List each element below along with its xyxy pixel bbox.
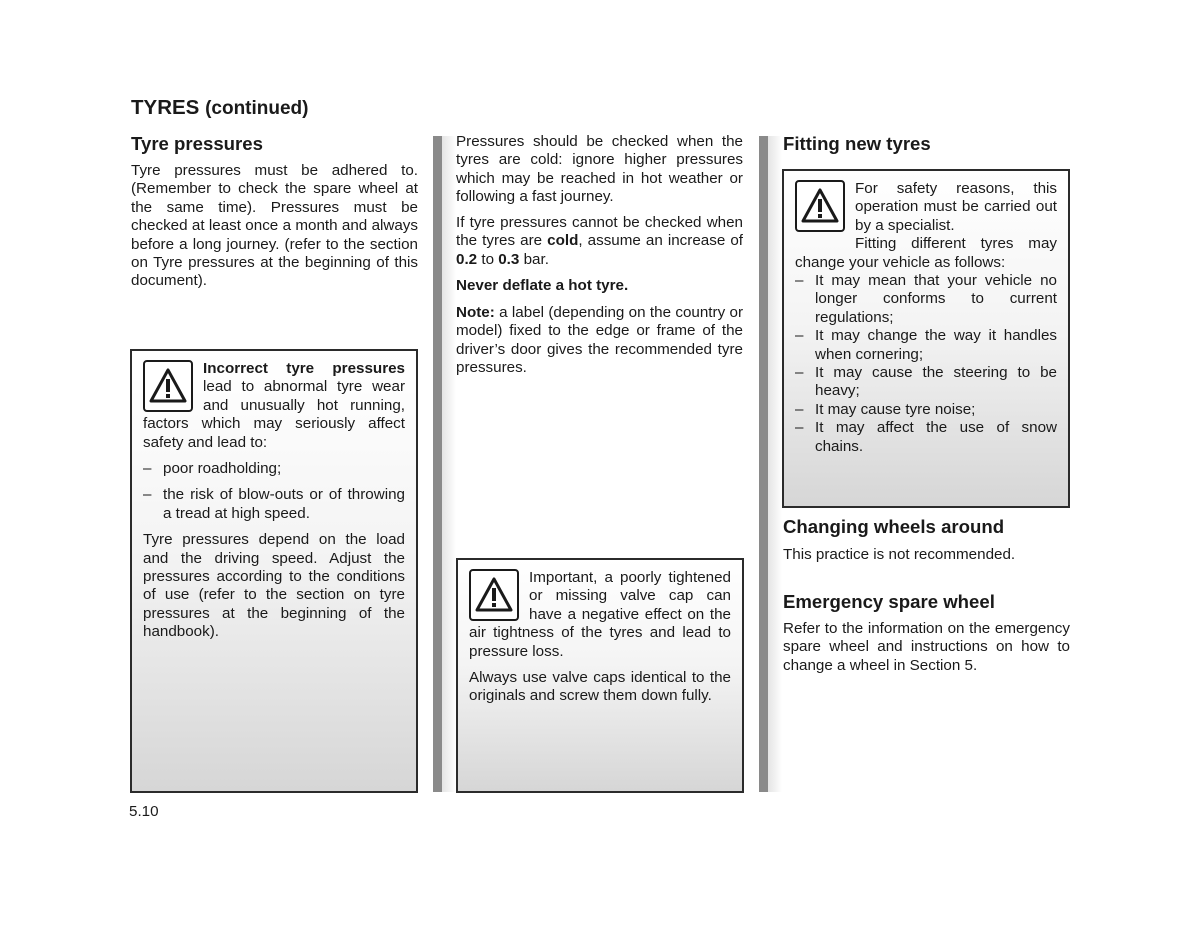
warning-footer-text: Always use valve caps identical to the originals and screw them down fully. <box>469 669 731 705</box>
warning-text: For safety reasons, this operation must be carried out by a specialist. <box>855 180 1057 234</box>
hot-tyre-warning-text: Never deflate a hot tyre. <box>456 277 629 294</box>
column-divider <box>759 136 768 792</box>
tyre-pressures-paragraph: Tyre pressures must be adhered to. (Remember to check the spare wheel at the same time). Pressures must be checked at least once a month and always before a long journey. (refer to the section on Tyre pressures at the beginning of this document). <box>131 162 418 290</box>
page-number: 5.10 <box>129 803 159 820</box>
list-item: – It may change the way it handles when cornering; <box>795 327 1057 363</box>
warning-box-incorrect-pressures <box>130 349 418 793</box>
section-heading-changing-wheels: Changing wheels around <box>783 516 1005 537</box>
warning-text: Fitting different tyres may change your vehicle as follows: <box>795 235 1057 271</box>
section-heading-tyre-pressures: Tyre pressures <box>131 133 263 154</box>
warning-box-valve-cap <box>456 558 744 793</box>
warning-triangle-icon <box>143 360 193 412</box>
warning-triangle-icon <box>795 180 845 232</box>
column-divider <box>433 136 442 792</box>
section-heading-emergency-spare: Emergency spare wheel <box>783 591 995 612</box>
warning-text: Incorrect tyre pressures lead to abnormal tyre wear and unusually hot running, factors which may seriously affect safety and lead to: <box>143 360 405 451</box>
pressures-cold-paragraph: If tyre pressures cannot be checked when the tyres are cold, assume an increase of 0.2 to 0.3 bar. <box>456 214 743 268</box>
changing-wheels-paragraph: This practice is not recommended. <box>783 546 1016 563</box>
pressures-check-paragraph: Pressures should be checked when the tyres are cold: ignore higher pressures which may be reached in hot weather or following a fast journey. <box>456 133 743 206</box>
list-item: – the risk of blow-outs or of throwing a tread at high speed. <box>143 486 405 522</box>
section-heading-fitting-new-tyres: Fitting new tyres <box>783 133 931 154</box>
list-item: – It may mean that your vehicle no longer conforms to current regulations; <box>795 272 1057 326</box>
warning-footer-text: Tyre pressures depend on the load and the driving speed. Adjust the pressures according to the conditions of use (refer to the section on tyre pressures at the beginning of the handbook). <box>143 531 405 641</box>
list-item: – poor roadholding; <box>143 460 282 478</box>
warning-triangle-icon <box>469 569 519 621</box>
page-title: TYRES (continued) <box>131 96 309 119</box>
warning-box-fitting-tyres <box>782 169 1070 508</box>
list-item: – It may affect the use of snow chains. <box>795 419 1057 455</box>
warning-text: Important, a poorly tightened or missing valve cap can have a negative effect on the air tightness of the tyres and lead to pressure loss. <box>469 569 731 660</box>
list-item: – It may cause the steering to be heavy; <box>795 364 1057 400</box>
list-item: – It may cause tyre noise; <box>795 400 976 418</box>
note-paragraph: Note: a label (depending on the country or model) fixed to the edge or frame of the driver’s door gives the recommended tyre pressures. <box>456 304 743 377</box>
emergency-spare-paragraph: Refer to the information on the emergency spare wheel and instructions on how to change a wheel in Section 5. <box>783 620 1070 674</box>
